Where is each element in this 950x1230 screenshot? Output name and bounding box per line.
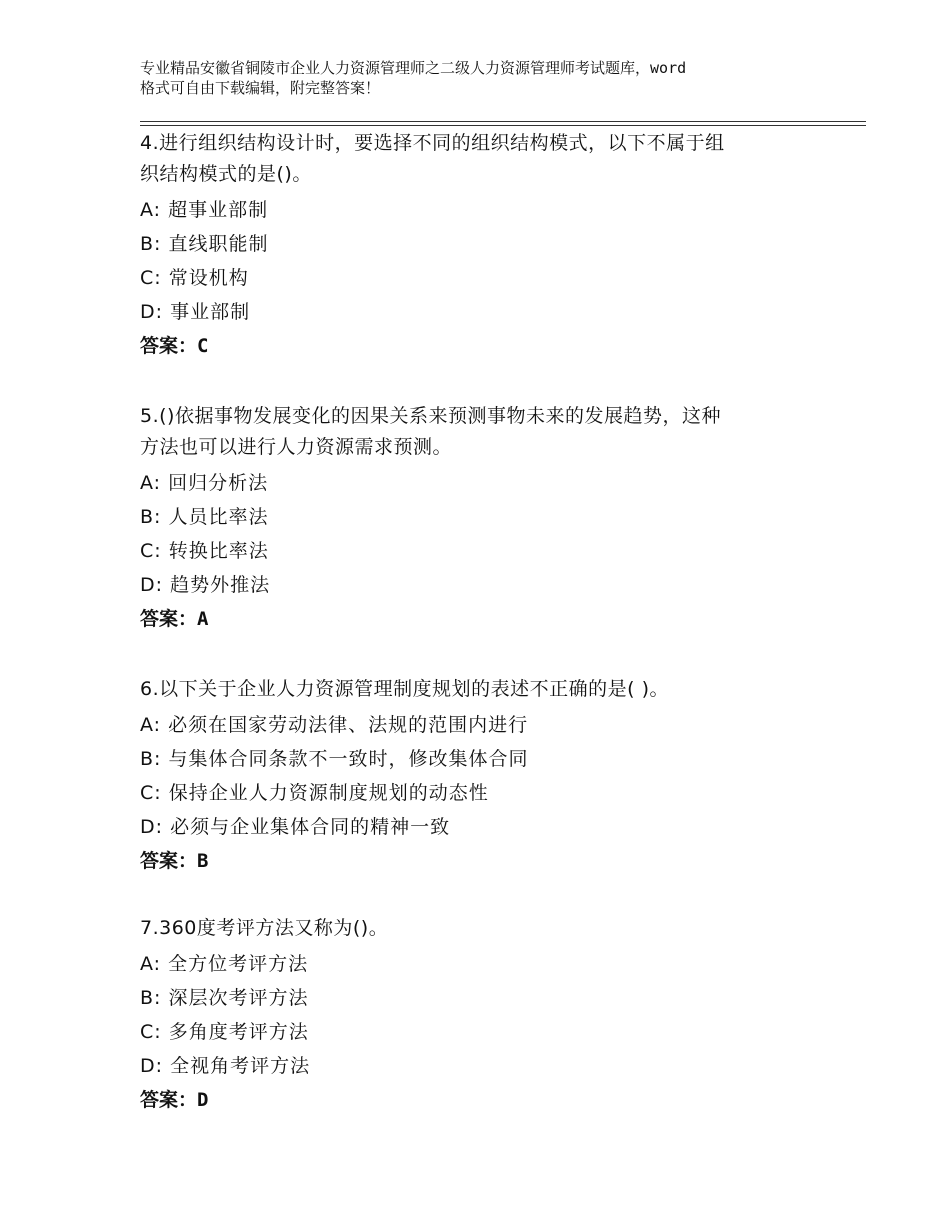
- question-stem-line-2: 织结构模式的是()。: [140, 163, 312, 185]
- question-6: [140, 674, 820, 878]
- option-c: C: 多角度考评方法: [140, 1021, 309, 1043]
- answer-line: [140, 329, 820, 363]
- option-b: B: 与集体合同条款不一致时，修改集体合同: [140, 748, 529, 770]
- answer-value: B: [197, 850, 209, 872]
- option-c: C: 保持企业人力资源制度规划的动态性: [140, 782, 489, 804]
- option-c: C: 转换比率法: [140, 540, 269, 562]
- option-a: A: 回归分析法: [140, 472, 269, 494]
- option-a: A: 超事业部制: [140, 199, 269, 221]
- option-c: C: 常设机构: [140, 267, 249, 289]
- question-stem-line-1: 4.进行组织结构设计时，要选择不同的组织结构模式，以下不属于组: [140, 132, 725, 154]
- question-stem: [140, 674, 820, 705]
- option-d: D: 全视角考评方法: [140, 1055, 311, 1077]
- question-stem-line-1: 5.()依据事物发展变化的因果关系来预测事物未来的发展趋势，这种: [140, 405, 721, 427]
- header-divider-bottom: [140, 125, 866, 126]
- answer-label: 答案：: [140, 608, 198, 630]
- option-b: B: 人员比率法: [140, 506, 269, 528]
- header-line-1: 专业精品安徽省铜陵市企业人力资源管理师之二级人力资源管理师考试题库，word: [140, 59, 687, 77]
- answer-label: 答案：: [140, 850, 198, 872]
- option-a: A: 必须在国家劳动法律、法规的范围内进行: [140, 714, 529, 736]
- answer-line: [140, 1083, 820, 1117]
- option-d: D: 事业部制: [140, 301, 251, 323]
- question-4: [140, 128, 820, 363]
- question-stem: [140, 401, 820, 463]
- option-d: D: 必须与企业集体合同的精神一致: [140, 816, 451, 838]
- question-7: [140, 913, 820, 1117]
- answer-value: C: [197, 335, 209, 357]
- answer-value: A: [197, 608, 209, 630]
- document-header: [140, 58, 840, 98]
- option-b: B: 深层次考评方法: [140, 987, 309, 1009]
- question-stem: [140, 913, 820, 944]
- header-line-2: 格式可自由下载编辑，附完整答案！: [140, 79, 381, 97]
- answer-label: 答案：: [140, 335, 198, 357]
- question-stem-line-1: 6.以下关于企业人力资源管理制度规划的表述不正确的是( )。: [140, 678, 669, 700]
- answer-label: 答案：: [140, 1089, 198, 1111]
- question-5: [140, 401, 820, 636]
- answer-value: D: [197, 1089, 209, 1111]
- question-stem-line-2: 方法也可以进行人力资源需求预测。: [140, 436, 453, 458]
- option-d: D: 趋势外推法: [140, 574, 271, 596]
- header-divider-top: [140, 121, 866, 122]
- question-stem: [140, 128, 820, 190]
- answer-line: [140, 602, 820, 636]
- option-a: A: 全方位考评方法: [140, 953, 309, 975]
- question-stem-line-1: 7.360度考评方法又称为()。: [140, 917, 389, 939]
- answer-line: [140, 844, 820, 878]
- option-b: B: 直线职能制: [140, 233, 269, 255]
